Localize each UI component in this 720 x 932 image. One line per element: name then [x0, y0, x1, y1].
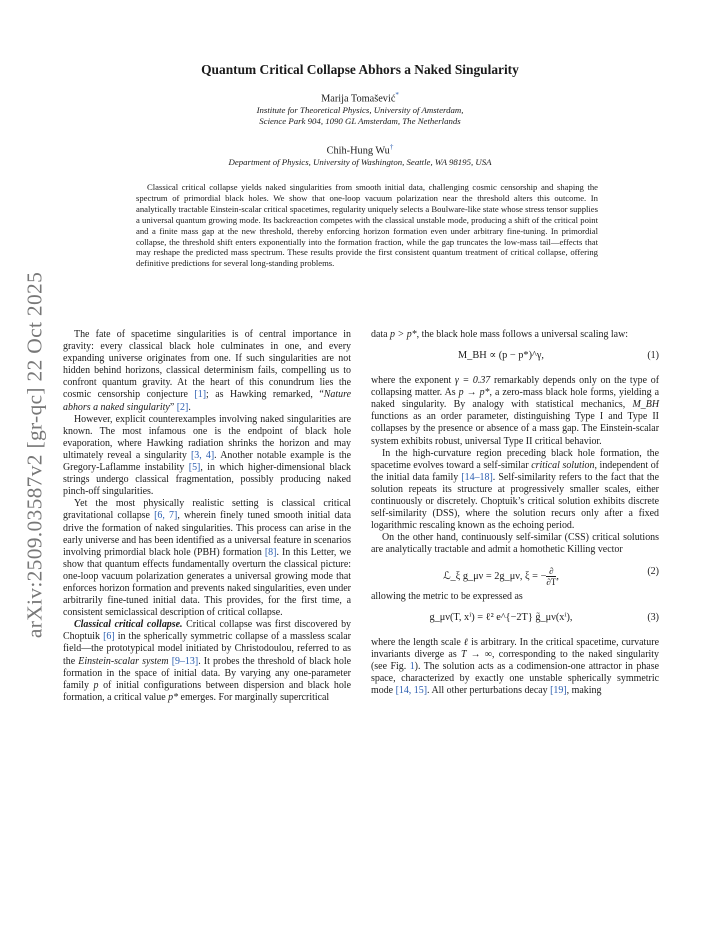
- paragraph-setting: Yet the most physically realistic setting is classical critical gravitational collapse [6, 7], wherein finely tuned smooth initial data drive the formation of naked singularities. This process can arise in the early universe and has been identified as a universal feature in scenarios involving primordial black hole (PBH) formation [8]. In this Letter, we show that quantum effects fundamentally overturn the classical picture: one-loop vacuum polarization generates a universal growing mode that enforces horizon formation and prevents naked singularities, even under arbitrarily fine-tuned initial data. This provides, for the first time, a consistent semiclassical description of critical collapse.: [63, 498, 352, 619]
- right-column: [371, 329, 659, 697]
- citation[interactable]: [1]: [194, 389, 207, 401]
- paragraph-intro: The fate of spacetime singularities is of central importance in gravity: every classical black hole culminates in one, and every expanding universe originates from one. If such singularities are not hidden behind horizons, classical determinism fails, compelling us to confront quantum gravity. At the heart of this conundrum lies the cosmic censorship conjecture [1]; as Hawking remarked, “Nature abhors a naked singularity” [2].: [63, 329, 351, 413]
- citation[interactable]: [6]: [103, 631, 115, 643]
- paragraph-counterexamples: However, explicit counterexamples involving naked singularities are known. The most infamous one is the endpoint of black hole evaporation, where Hawking radiation shrinks the horizon and may ultimately reveal a singularity [3, 4]. Another notable example is the Gregory-Laflamme instability [5], in which higher-dimensional black strings undergo classical fragmentation, possibly producing naked pinch-off singularities.: [63, 413, 351, 498]
- equation-number: (2): [647, 565, 659, 577]
- citation[interactable]: [9–13]: [171, 655, 199, 667]
- citation[interactable]: [2]: [176, 401, 189, 413]
- equation-number: (1): [647, 350, 659, 362]
- citation[interactable]: [3, 4]: [191, 449, 215, 461]
- paragraph-css: On the other hand, continuously self-similar (CSS) critical solutions are analytically tractable and admit a homothetic Killing vector: [371, 532, 659, 556]
- author-1-affiliation: Institute for Theoretical Physics, University of Amsterdam, Science Park 904, 1090 GL Amsterdam, The Netherlands: [256, 105, 464, 126]
- author-1: Marija Tomašević*: [321, 91, 399, 105]
- citation[interactable]: [5]: [188, 462, 201, 474]
- author-1-footnote-mark[interactable]: *: [395, 91, 399, 99]
- paper-title: Quantum Critical Collapse Abhors a Naked Singularity: [201, 62, 519, 77]
- paragraph-metric: allowing the metric to be expressed as: [371, 590, 523, 602]
- equation-2: ℒ_ξ g_μν = 2g_μν, ξ = − $\frac{\partial}{\partial T}$ , (2): [443, 565, 659, 587]
- equation-3: g_μν(T, xⁱ) = ℓ² e^{−2T} g̃_μν(xⁱ), (3): [429, 611, 659, 623]
- equation-number: (3): [647, 611, 659, 623]
- citation[interactable]: [14, 15]: [395, 684, 428, 696]
- paragraph-length-scale: where the length scale ℓ is arbitrary. In the critical spacetime, curvature invariants diverge as T → ∞, corresponding to the naked singularity (see Fig. 1). The solution acts as a codimension-one attractor in phase space, characterized by exactly one unstable spherically symmetric mode [14, 15]. All other perturbations decay [19], making: [371, 636, 659, 696]
- equation-1: M_BH ∝ (p − p*)^γ, (1): [458, 350, 659, 362]
- author-2-affiliation: Department of Physics, University of Washington, Seattle, WA 98195, USA: [228, 157, 492, 167]
- figure-link[interactable]: 1: [409, 660, 415, 672]
- left-column: [63, 329, 351, 704]
- arxiv-stamp: arXiv:2509.03587v2 [gr-qc] 22 Oct 2025: [22, 271, 47, 639]
- citation[interactable]: [8]: [264, 546, 277, 558]
- citation[interactable]: [6, 7]: [154, 510, 178, 522]
- section-heading: Classical critical collapse.: [74, 619, 183, 631]
- author-2: Chih-Hung Wu†: [326, 143, 394, 157]
- author-2-footnote-mark[interactable]: †: [389, 143, 394, 151]
- paragraph-self-similar: In the high-curvature region preceding black hole formation, the spacetime evolves toward a self-similar critical solution, independent of the initial data family [14–18]. Self-similarity refers to the fact that the solution repeats its structure at progressively smaller scales, either continuously or discretely. Choptuik’s critical solution exhibits discrete self-similarity (DSS), where the solution recurs only after a fixed logarithmic rescaling known as the echoing period.: [371, 447, 659, 532]
- paragraph-classical-collapse: Classical critical collapse. Critical collapse was first discovered by Choptuik [6] in the spherically symmetric collapse of a massless scalar field—the prototypical model initiated by Christodoulou, referred to as the Einstein-scalar system [9–13]. It probes the threshold of black hole formation in the space of initial data. By varying any one-parameter family p of initial configurations between dispersion and black hole formation, a critical value p* emerges. For marginally supercritical: [63, 619, 352, 703]
- paragraph-scaling: data p > p*, the black hole mass follows a universal scaling law:: [371, 329, 629, 340]
- abstract: Classical critical collapse yields naked singularities from smooth initial data, challenging cosmic censorship and shaping the spectrum of primordial black holes. We show that one-loop vacuum polarization near the threshold alters this outcome. In analytically tractable Einstein-scalar critical spacetimes, regularity uniquely selects a Boulware-like state whose stress tensor supplies a universal quantum growing mode. Its backreaction competes with the classical unstable mode, producing a shift of the critical point and a finite mass gap at the new threshold, thereby enforcing horizon formation even under arbitrary fine-tuning. In primordial collapse, the threshold shift enters exponentially into the formation fraction, while the gap truncates the low-mass tail—effects that may reshape the predicted mass spectrum. These results provide the first consistent quantum treatment of critical collapse, offering definitive predictions for several long-standing problems.: [136, 182, 598, 269]
- citation[interactable]: [14–18]: [461, 471, 493, 483]
- citation[interactable]: [19]: [550, 684, 567, 696]
- paragraph-exponent: where the exponent γ = 0.37 remarkably depends only on the type of collapsing matter. As p → p*, a zero-mass black hole forms, yielding a naked singularity. By analogy with statistical mechanics, M_BH functions as an order parameter, distinguishing Type I and Type II collapses by the presence or absence of a mass gap. The Einstein-scalar system exhibits robust, universal Type II critical behavior.: [371, 375, 660, 447]
